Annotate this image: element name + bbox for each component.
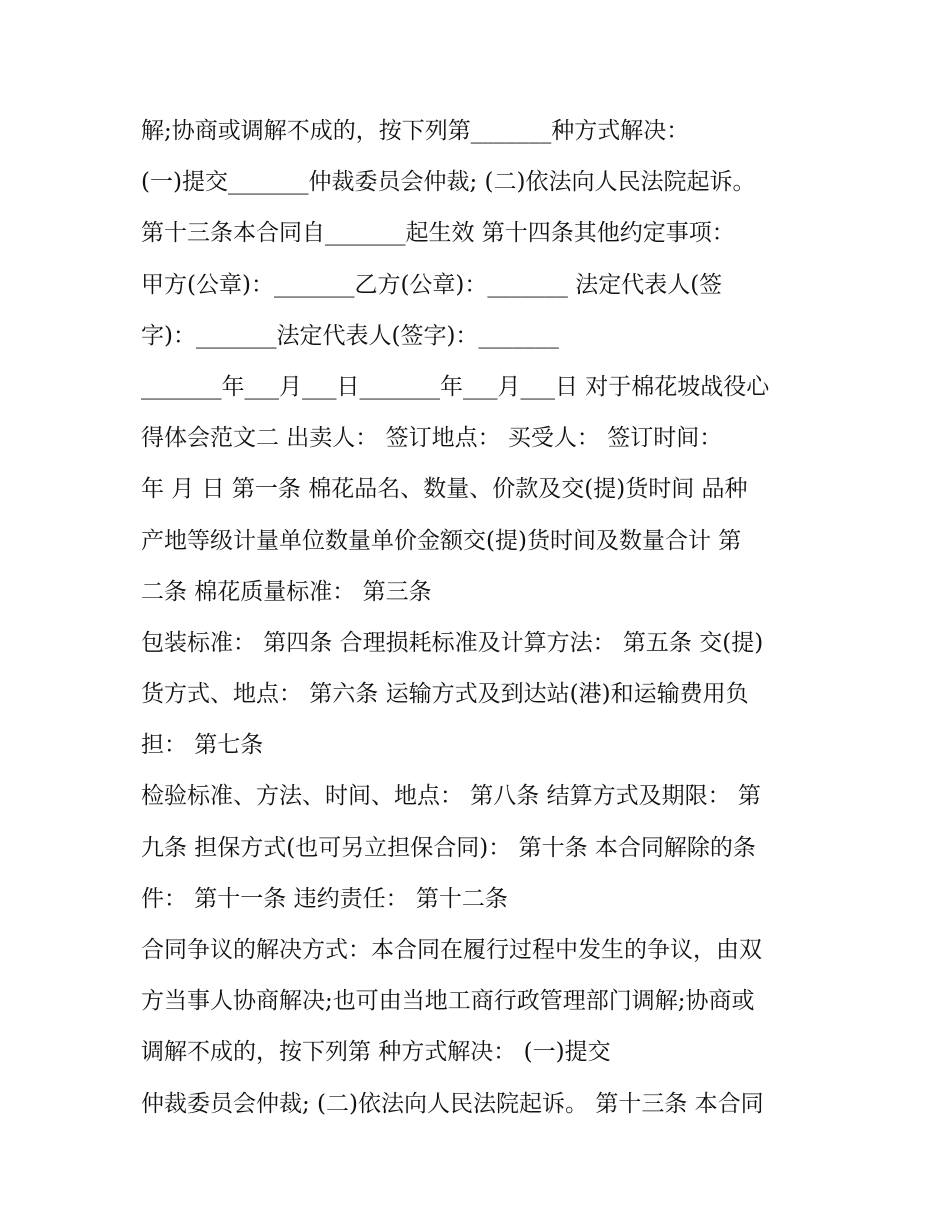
text-line: 仲裁委员会仲裁; (二)依法向人民法院起诉。 第十三条 本合同 (141, 1090, 764, 1117)
text-line: 甲方(公章)：_______乙方(公章)：_______ 法定代表人(签 (141, 271, 723, 298)
text-line: 合同争议的解决方式：本合同在履行过程中发生的争议，由双 (141, 937, 762, 963)
text-line: 字)：_______法定代表人(签字)：_______ (141, 322, 559, 349)
text-line: 检验标准、方法、时间、地点： 第八条 结算方式及期限： 第 (141, 783, 761, 810)
text-line: 第十三条本合同自_______起生效 第十四条其他约定事项： (141, 220, 735, 247)
text-line: 货方式、地点： 第六条 运输方式及到达站(港)和运输费用负 (141, 681, 749, 708)
text-line: 年 月 日 第一条 棉花品名、数量、价款及交(提)货时间 品种 (141, 476, 748, 503)
text-line: 件： 第十一条 违约责任： 第十二条 (141, 885, 508, 912)
text-line: 方当事人协商解决;也可由当地工商行政管理部门调解;协商或 (141, 988, 755, 1015)
text-line: 产地等级计量单位数量单价金额交(提)货时间及数量合计 第 (141, 527, 742, 554)
text-line: 九条 担保方式(也可另立担保合同)： 第十条 本合同解除的条 (141, 834, 756, 861)
text-line: 二条 棉花质量标准： 第三条 (141, 578, 432, 605)
text-line: 包装标准： 第四条 合理损耗标准及计算方法： 第五条 交(提) (141, 629, 764, 656)
text-line: _______年___月___日_______年___月___日 对于棉花坡战役心 (141, 373, 770, 400)
text-line: 调解不成的，按下列第 种方式解决： (一)提交 (141, 1039, 611, 1066)
text-line: 担： 第七条 (141, 732, 264, 759)
body-text (141, 106, 821, 1130)
text-line: 得体会范文二 出卖人： 签订地点： 买受人： 签订时间： (141, 425, 723, 452)
text-line: 解;协商或调解不成的，按下列第_______种方式解决： (141, 118, 690, 144)
text-line: (一)提交_______仲裁委员会仲裁; (二)依法向人民法院起诉。 (141, 169, 756, 196)
